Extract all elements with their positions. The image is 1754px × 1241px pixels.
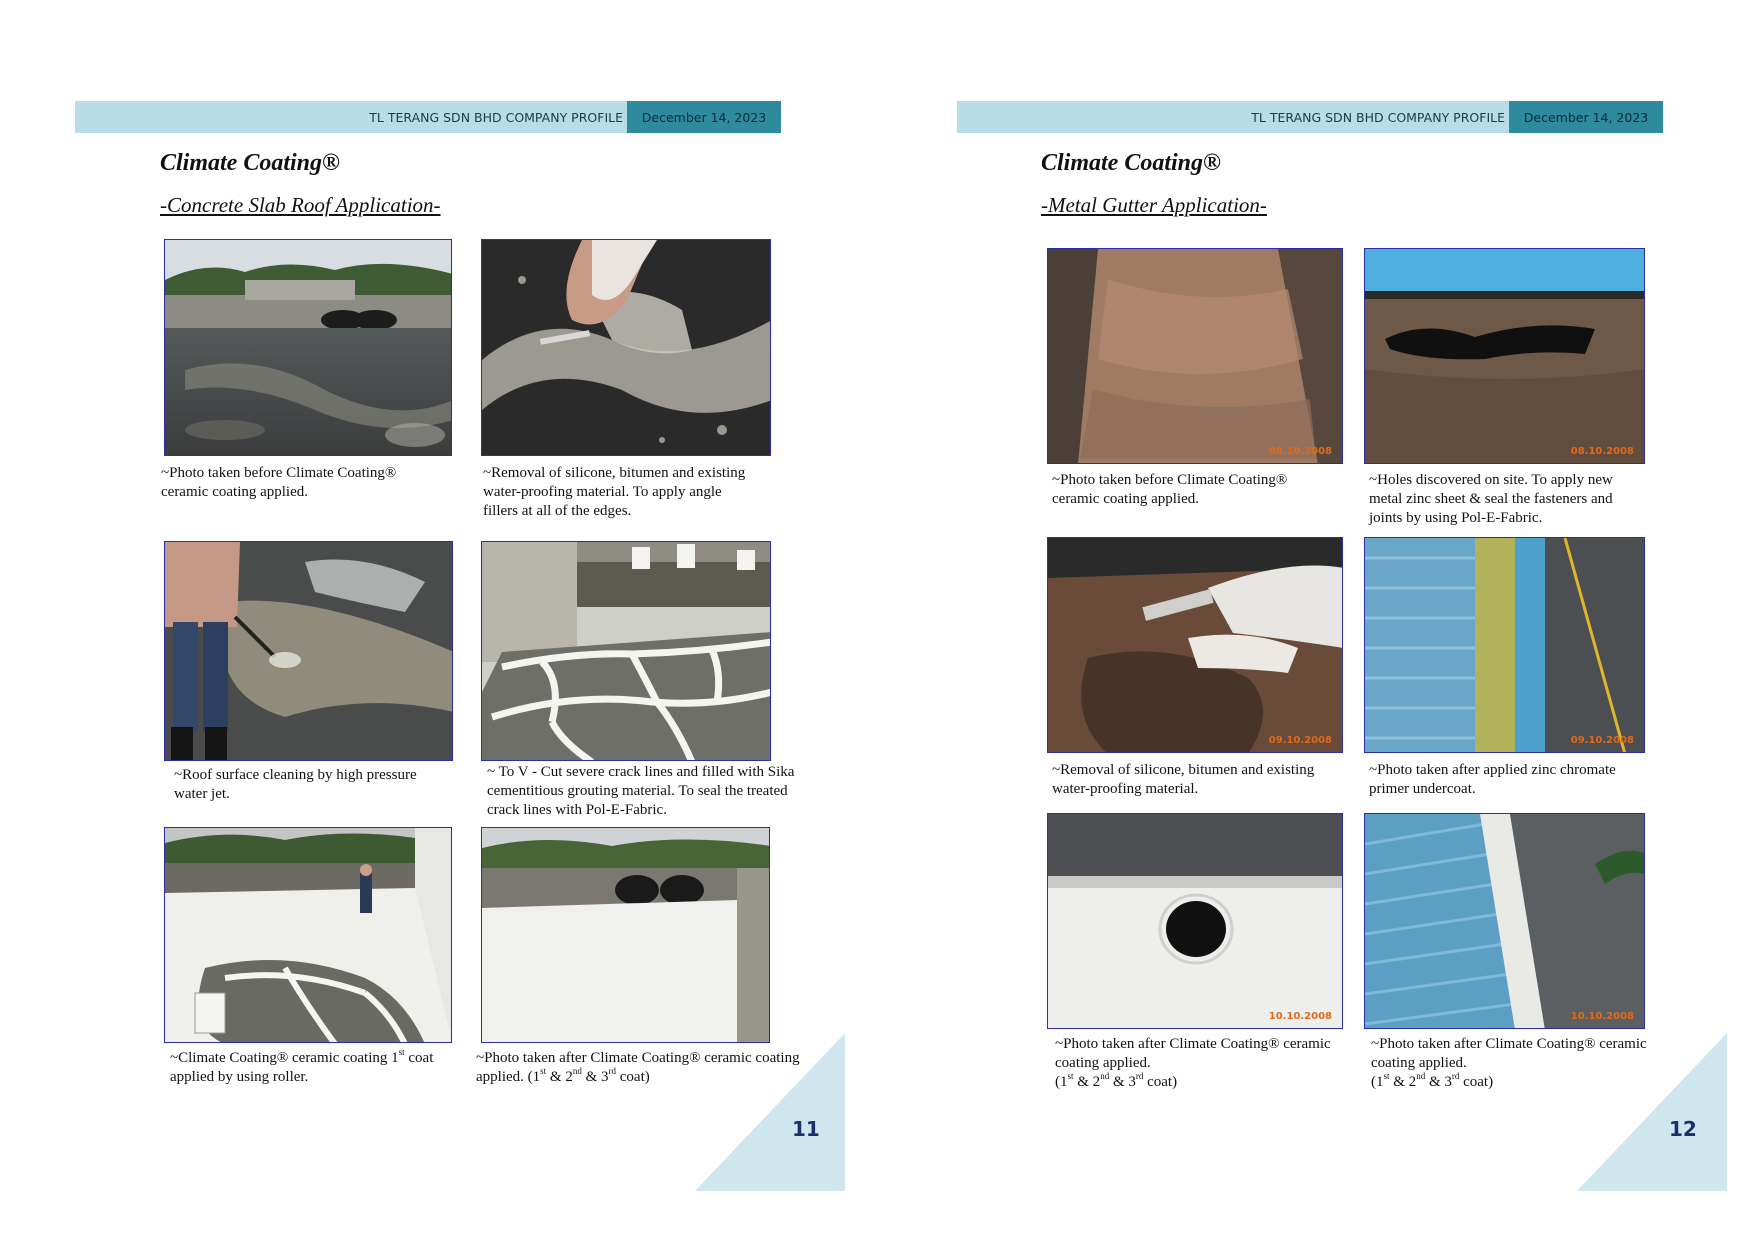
- caption-holes: ~Holes discovered on site. To apply new metal zinc sheet & seal the fasteners and joints by using Pol-E-Fabric.: [1369, 472, 1613, 526]
- caption-sup: nd: [572, 1066, 582, 1076]
- caption-sup: st: [1383, 1071, 1390, 1081]
- caption-text: (1: [1055, 1074, 1068, 1090]
- caption-text: ~Climate Coating® ceramic coating 1: [170, 1050, 399, 1066]
- caption-text: & 3: [1425, 1074, 1452, 1090]
- caption-sup: rd: [1451, 1071, 1460, 1081]
- caption-gutter-removal: ~Removal of silicone, bitumen and existing water-proofing material.: [1052, 762, 1315, 797]
- caption-text: & 2: [546, 1069, 573, 1085]
- corner-triangle: [695, 1033, 845, 1191]
- photo-gutter-removal: [1047, 537, 1343, 753]
- caption-text: ~Photo taken after Climate Coating® ceramic coating applied.: [1371, 1036, 1647, 1071]
- photo-holes: [1364, 248, 1645, 464]
- caption-sup: rd: [1135, 1071, 1144, 1081]
- page-number: 11: [792, 1117, 820, 1141]
- caption-sup: st: [540, 1066, 547, 1076]
- header-date: December 14, 2023: [627, 101, 781, 133]
- caption-text: coat): [616, 1069, 650, 1085]
- caption-text: ~Photo taken after Climate Coating® ceramic coating applied. (1: [476, 1050, 800, 1085]
- caption-roof-before: ~Photo taken before Climate Coating® ceramic coating applied.: [161, 465, 397, 500]
- page-12: [877, 0, 1754, 1241]
- photo-after-coating: [481, 827, 770, 1043]
- caption-text: & 3: [1109, 1074, 1136, 1090]
- page-title: Climate Coating®: [1041, 150, 1221, 176]
- photo-roof-before: [164, 239, 452, 456]
- caption-sup: st: [398, 1047, 405, 1057]
- caption-v-cut: ~ To V - Cut severe crack lines and filled with Sika cementitious grouting material. To seal the treated crack lines with Pol-E-Fabric.: [487, 764, 795, 818]
- caption-primer: ~Photo taken after applied zinc chromate primer undercoat.: [1369, 762, 1616, 797]
- caption-sup: nd: [1416, 1071, 1426, 1081]
- photo-water-jet: [164, 541, 453, 761]
- header-date: December 14, 2023: [1509, 101, 1663, 133]
- caption-gutter-after-1: [1055, 1035, 1335, 1092]
- date-stamp: 10.10.2008: [1268, 1011, 1332, 1022]
- caption-gutter-before: ~Photo taken before Climate Coating® ceramic coating applied.: [1052, 472, 1288, 507]
- page-subtitle: -Metal Gutter Application-: [1041, 193, 1267, 217]
- photo-gutter-after-2: [1364, 813, 1645, 1029]
- header-bar: [957, 101, 1663, 133]
- date-stamp: 09.10.2008: [1268, 735, 1332, 746]
- caption-water-jet: ~Roof surface cleaning by high pressure water jet.: [174, 767, 417, 802]
- photo-primer: [1364, 537, 1645, 753]
- date-stamp: 10.10.2008: [1570, 1011, 1634, 1022]
- caption-text: (1: [1371, 1074, 1384, 1090]
- page-subtitle: -Concrete Slab Roof Application-: [160, 193, 441, 217]
- caption-text: coat): [1459, 1074, 1494, 1090]
- header-company: TL TERANG SDN BHD COMPANY PROFILE: [369, 110, 623, 125]
- photo-gutter-after-1: [1047, 813, 1343, 1029]
- page-number: 12: [1669, 1117, 1697, 1141]
- caption-text: coat applied by using roller.: [170, 1050, 434, 1085]
- caption-text: coat): [1143, 1074, 1178, 1090]
- header-company: TL TERANG SDN BHD COMPANY PROFILE: [1251, 110, 1505, 125]
- date-stamp: 08.10.2008: [1268, 446, 1332, 457]
- caption-text: ~Photo taken after Climate Coating® ceramic coating applied.: [1055, 1036, 1331, 1071]
- photo-gutter-before: [1047, 248, 1343, 464]
- header-bar: [75, 101, 781, 133]
- caption-first-coat: [170, 1049, 455, 1087]
- caption-sup: st: [1067, 1071, 1074, 1081]
- caption-text: & 3: [581, 1069, 609, 1085]
- photo-first-coat: [164, 827, 452, 1043]
- caption-removal: ~Removal of silicone, bitumen and existing water-proofing material. To apply angle fillers at all of the edges.: [483, 465, 746, 519]
- photo-v-cut: [481, 541, 771, 761]
- page-title: Climate Coating®: [160, 150, 340, 176]
- corner-triangle: [1577, 1033, 1727, 1191]
- caption-text: & 2: [1073, 1074, 1101, 1090]
- caption-text: & 2: [1389, 1074, 1417, 1090]
- date-stamp: 09.10.2008: [1570, 735, 1634, 746]
- caption-sup: nd: [1100, 1071, 1110, 1081]
- date-stamp: 08.10.2008: [1570, 446, 1634, 457]
- caption-sup: rd: [608, 1066, 617, 1076]
- photo-removal: [481, 239, 771, 456]
